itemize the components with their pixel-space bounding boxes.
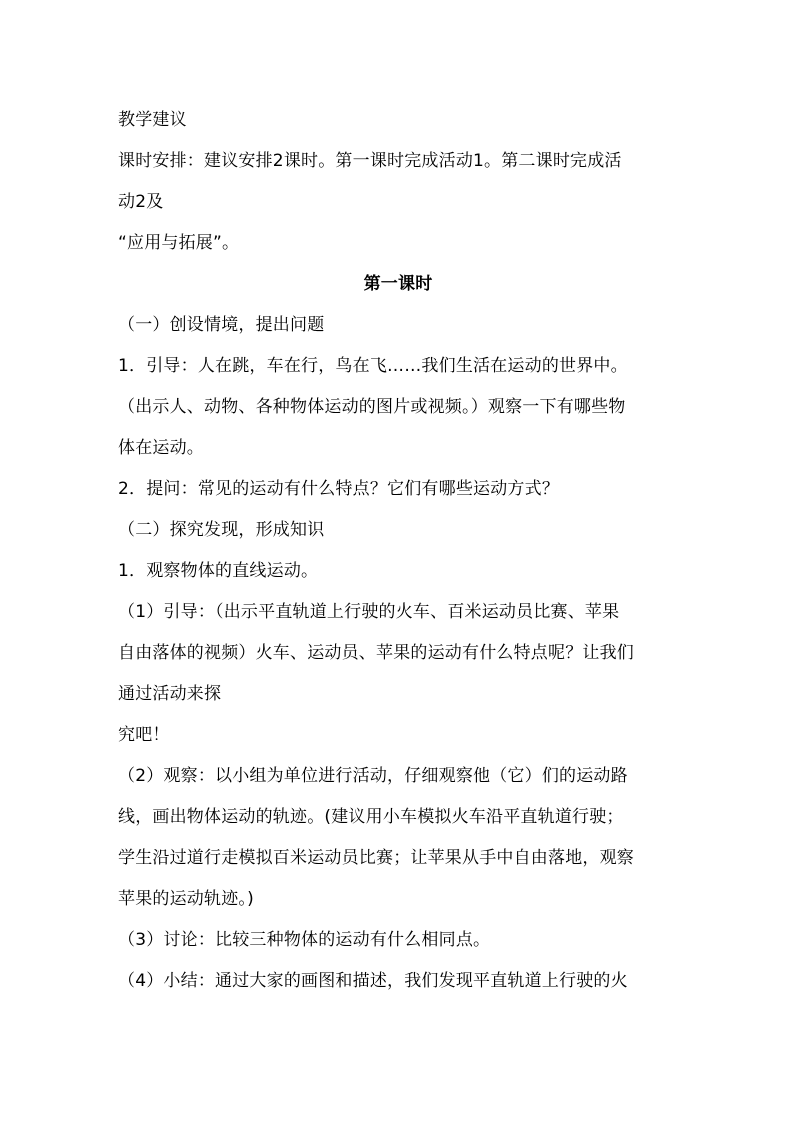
document-body [118, 100, 678, 1002]
schedule-paragraph-line: “应用与拓展”。 [118, 233, 240, 253]
paragraph-line: 究吧！ [118, 725, 170, 745]
paragraph-line: 体在运动。 [118, 438, 204, 458]
paragraph-line: 学生沿过道行走模拟百米运动员比赛；让苹果从手中自由落地，观察 [118, 848, 634, 868]
paragraph-line: （出示人、动物、各种物体运动的图片或视频。）观察一下有哪些物 [118, 397, 626, 417]
paragraph-line: 线，画出物体运动的轨迹。(建议用小车模拟火车沿平直轨道行驶； [118, 807, 624, 827]
paragraph-line: （4）小结：通过大家的画图和描述，我们发现平直轨道上行驶的火 [118, 971, 628, 991]
section-label-teaching-advice: 教学建议 [118, 110, 187, 130]
paragraph-line: 1．观察物体的直线运动。 [118, 561, 319, 581]
paragraph-line: 通过活动来探 [118, 684, 222, 704]
paragraph-line: 苹果的运动轨迹。) [118, 889, 254, 909]
lesson-heading: 第一课时 [363, 274, 433, 294]
paragraph-line: （1）引导：（出示平直轨道上行驶的火车、百米运动员比赛、苹果 [118, 602, 620, 622]
paragraph-line: （2）观察：以小组为单位进行活动，仔细观察他（它）们的运动路 [118, 766, 628, 786]
subsection-heading: （一）创设情境，提出问题 [118, 315, 325, 335]
schedule-paragraph-line: 课时安排：建议安排2课时。第一课时完成活动1。第二课时完成活 [118, 151, 622, 171]
paragraph-line: 1．引导：人在跳，车在行，鸟在飞……我们生活在运动的世界中。 [118, 356, 628, 376]
paragraph-line: 2．提问：常见的运动有什么特点？它们有哪些运动方式？ [118, 479, 560, 499]
schedule-paragraph-line: 动2及 [118, 192, 164, 212]
subsection-heading: （二）探究发现，形成知识 [118, 520, 325, 540]
paragraph-line: （3）讨论：比较三种物体的运动有什么相同点。 [118, 930, 491, 950]
paragraph-line: 自由落体的视频）火车、运动员、苹果的运动有什么特点呢？让我们 [118, 643, 634, 663]
